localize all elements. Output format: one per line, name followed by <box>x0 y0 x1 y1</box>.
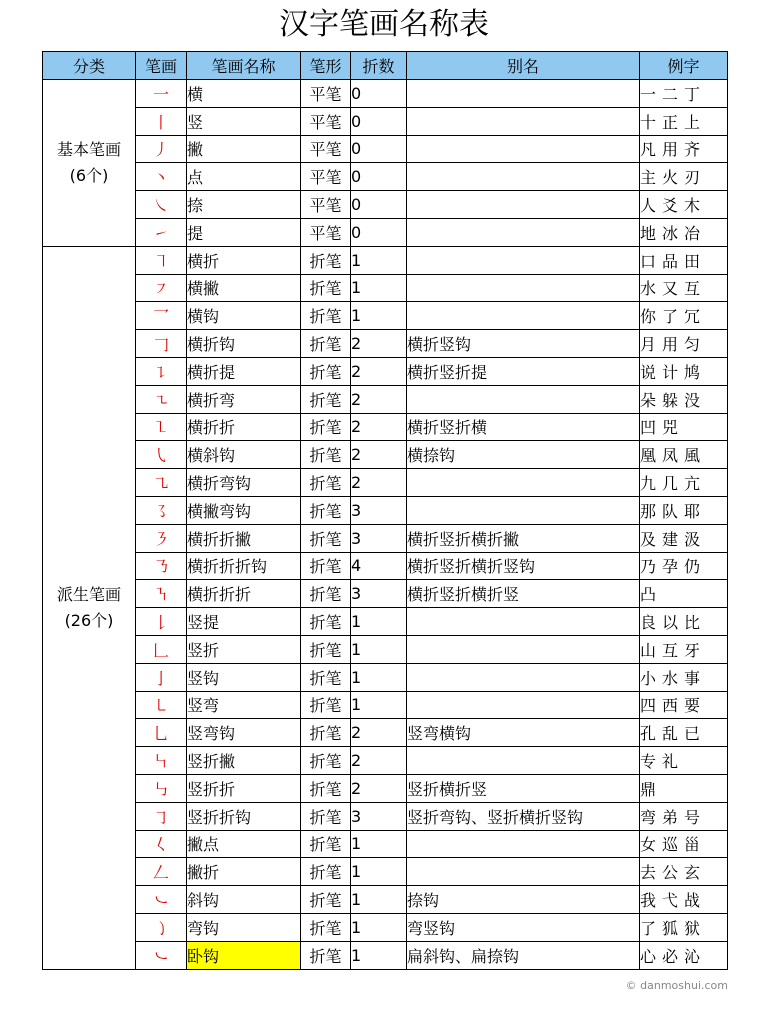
stroke-name: 捺 <box>187 191 301 219</box>
header-alias: 别名 <box>407 52 640 80</box>
example-chars: 一二丁 <box>640 80 728 108</box>
stroke-shape: 折笔 <box>301 496 351 524</box>
stroke-alias <box>407 663 640 691</box>
stroke-shape: 折笔 <box>301 580 351 608</box>
header-category: 分类 <box>43 52 136 80</box>
stroke-shape: 折笔 <box>301 524 351 552</box>
stroke-alias: 横折竖折横折竖钩 <box>407 552 640 580</box>
table-header-row <box>43 52 728 80</box>
stroke-glyph: ㇕ <box>136 246 187 274</box>
fold-count: 2 <box>351 413 407 441</box>
stroke-glyph: ㇀ <box>136 218 187 246</box>
stroke-glyph: ㇎ <box>136 580 187 608</box>
category-cell <box>43 246 136 969</box>
fold-count: 1 <box>351 274 407 302</box>
stroke-glyph: 𠃌 <box>136 330 187 358</box>
stroke-alias: 横折竖折横折竖 <box>407 580 640 608</box>
stroke-name: 竖折撇 <box>187 747 301 775</box>
stroke-alias <box>407 608 640 636</box>
stroke-glyph: ㇊ <box>136 357 187 385</box>
example-chars: 口品田 <box>640 246 728 274</box>
stroke-shape: 折笔 <box>301 719 351 747</box>
stroke-glyph: ㇈ <box>136 469 187 497</box>
example-chars: 你了冗 <box>640 302 728 330</box>
stroke-shape: 平笔 <box>301 80 351 108</box>
stroke-glyph: 𠃊 <box>136 635 187 663</box>
category-cell <box>43 80 136 247</box>
example-chars: 凡用齐 <box>640 135 728 163</box>
stroke-name: 竖折 <box>187 635 301 663</box>
table-row <box>43 441 728 469</box>
fold-count: 2 <box>351 385 407 413</box>
stroke-shape: 平笔 <box>301 163 351 191</box>
stroke-glyph: ㇌ <box>136 496 187 524</box>
fold-count: 1 <box>351 663 407 691</box>
stroke-glyph: ㇂ <box>136 441 187 469</box>
table-row <box>43 80 728 108</box>
example-chars: 乃孕仍 <box>640 552 728 580</box>
page-title: 汉字笔画名称表 <box>279 7 489 42</box>
table-row <box>43 163 728 191</box>
stroke-shape: 折笔 <box>301 302 351 330</box>
stroke-shape: 折笔 <box>301 941 351 969</box>
fold-count: 2 <box>351 774 407 802</box>
stroke-name: 横折弯钩 <box>187 469 301 497</box>
example-chars: 凰凤風 <box>640 441 728 469</box>
table-row <box>43 385 728 413</box>
table-body <box>43 80 728 970</box>
category-name: 派生笔画 <box>56 584 121 604</box>
stroke-shape: 折笔 <box>301 274 351 302</box>
stroke-glyph: 乛 <box>136 302 187 330</box>
fold-count: 2 <box>351 469 407 497</box>
stroke-glyph: ㇞ <box>136 747 187 775</box>
stroke-alias <box>407 691 640 719</box>
stroke-name: 横折 <box>187 246 301 274</box>
fold-count: 0 <box>351 80 407 108</box>
example-chars: 了狐狱 <box>640 913 728 941</box>
stroke-name: 撇折 <box>187 858 301 886</box>
example-chars: 山互牙 <box>640 635 728 663</box>
stroke-alias: 横折竖钩 <box>407 330 640 358</box>
header-stroke: 笔画 <box>136 52 187 80</box>
stroke-alias: 横捺钩 <box>407 441 640 469</box>
stroke-name: 横斜钩 <box>187 441 301 469</box>
stroke-glyph: 一 <box>136 80 187 108</box>
table-row <box>43 830 728 858</box>
stroke-name: 弯钩 <box>187 913 301 941</box>
stroke-alias: 扁斜钩、扁捺钩 <box>407 941 640 969</box>
fold-count: 1 <box>351 830 407 858</box>
fold-count: 0 <box>351 218 407 246</box>
stroke-alias: 弯竖钩 <box>407 913 640 941</box>
example-chars: 小水事 <box>640 663 728 691</box>
stroke-name: 点 <box>187 163 301 191</box>
fold-count: 1 <box>351 858 407 886</box>
stroke-names-table <box>42 51 728 970</box>
fold-count: 4 <box>351 552 407 580</box>
stroke-shape: 折笔 <box>301 691 351 719</box>
table-row <box>43 719 728 747</box>
example-chars: 凸 <box>640 580 728 608</box>
table-row <box>43 608 728 636</box>
table-row <box>43 469 728 497</box>
stroke-glyph: ㇍ <box>136 385 187 413</box>
fold-count: 1 <box>351 913 407 941</box>
header-stroke-name: 笔画名称 <box>187 52 301 80</box>
example-chars: 及建汲 <box>640 524 728 552</box>
stroke-glyph: ㇡ <box>136 552 187 580</box>
stroke-alias: 横折竖折提 <box>407 357 640 385</box>
table-row <box>43 218 728 246</box>
table-row <box>43 191 728 219</box>
stroke-name: 撇 <box>187 135 301 163</box>
fold-count: 2 <box>351 330 407 358</box>
stroke-name: 竖折折钩 <box>187 802 301 830</box>
table-row <box>43 635 728 663</box>
stroke-alias <box>407 385 640 413</box>
stroke-glyph: ㇄ <box>136 691 187 719</box>
table-row <box>43 913 728 941</box>
example-chars: 专礼 <box>640 747 728 775</box>
table-row <box>43 274 728 302</box>
stroke-alias <box>407 246 640 274</box>
stroke-shape: 折笔 <box>301 802 351 830</box>
stroke-alias <box>407 830 640 858</box>
fold-count: 1 <box>351 691 407 719</box>
stroke-alias <box>407 747 640 775</box>
stroke-alias <box>407 496 640 524</box>
stroke-name: 竖提 <box>187 608 301 636</box>
example-chars: 鼎 <box>640 774 728 802</box>
table-row <box>43 774 728 802</box>
table-row <box>43 330 728 358</box>
stroke-shape: 折笔 <box>301 608 351 636</box>
example-chars: 心必沁 <box>640 941 728 969</box>
stroke-shape: 折笔 <box>301 858 351 886</box>
fold-count: 3 <box>351 580 407 608</box>
example-chars: 良以比 <box>640 608 728 636</box>
fold-count: 0 <box>351 191 407 219</box>
example-chars: 水又互 <box>640 274 728 302</box>
table-row <box>43 135 728 163</box>
example-chars: 女巡甾 <box>640 830 728 858</box>
stroke-glyph: 𠄌 <box>136 608 187 636</box>
header-example-chars: 例字 <box>640 52 728 80</box>
stroke-name: 竖 <box>187 107 301 135</box>
table-row <box>43 107 728 135</box>
stroke-name: 横折弯 <box>187 385 301 413</box>
stroke-alias: 横折竖折横 <box>407 413 640 441</box>
stroke-shape: 折笔 <box>301 886 351 914</box>
fold-count: 1 <box>351 941 407 969</box>
table-row <box>43 302 728 330</box>
stroke-name: 横撇弯钩 <box>187 496 301 524</box>
table-row <box>43 246 728 274</box>
stroke-shape: 平笔 <box>301 107 351 135</box>
stroke-name: 竖折折 <box>187 774 301 802</box>
fold-count: 3 <box>351 524 407 552</box>
header-stroke-shape: 笔形 <box>301 52 351 80</box>
example-chars: 朵躲没 <box>640 385 728 413</box>
stroke-alias <box>407 191 640 219</box>
stroke-name: 斜钩 <box>187 886 301 914</box>
fold-count: 2 <box>351 441 407 469</box>
stroke-name: 横折折折 <box>187 580 301 608</box>
stroke-glyph: 𠃋 <box>136 858 187 886</box>
stroke-glyph: ㇆ <box>136 802 187 830</box>
table-row <box>43 802 728 830</box>
stroke-alias: 竖弯横钩 <box>407 719 640 747</box>
fold-count: 0 <box>351 163 407 191</box>
stroke-glyph: 亅 <box>136 663 187 691</box>
stroke-alias <box>407 218 640 246</box>
example-chars: 我弋战 <box>640 886 728 914</box>
fold-count: 1 <box>351 302 407 330</box>
example-chars: 十正上 <box>640 107 728 135</box>
stroke-glyph: ㇉ <box>136 774 187 802</box>
stroke-name: 卧钩 <box>187 941 301 969</box>
example-chars: 九几亢 <box>640 469 728 497</box>
stroke-alias <box>407 469 640 497</box>
stroke-name: 横钩 <box>187 302 301 330</box>
stroke-glyph: 乚 <box>136 719 187 747</box>
table-row <box>43 941 728 969</box>
stroke-glyph: ㇇ <box>136 274 187 302</box>
example-chars: 主火刃 <box>640 163 728 191</box>
fold-count: 1 <box>351 886 407 914</box>
stroke-shape: 折笔 <box>301 774 351 802</box>
stroke-name: 提 <box>187 218 301 246</box>
stroke-alias: 横折竖折横折撇 <box>407 524 640 552</box>
stroke-name: 横 <box>187 80 301 108</box>
stroke-alias <box>407 80 640 108</box>
stroke-shape: 折笔 <box>301 385 351 413</box>
fold-count: 2 <box>351 747 407 775</box>
fold-count: 0 <box>351 107 407 135</box>
category-count: (6个) <box>69 165 109 185</box>
example-chars: 凹兕 <box>640 413 728 441</box>
stroke-alias <box>407 163 640 191</box>
example-chars: 人爻木 <box>640 191 728 219</box>
stroke-shape: 折笔 <box>301 830 351 858</box>
example-chars: 那队耶 <box>640 496 728 524</box>
stroke-name: 横折钩 <box>187 330 301 358</box>
fold-count: 0 <box>351 135 407 163</box>
stroke-alias <box>407 635 640 663</box>
stroke-alias <box>407 274 640 302</box>
category-name: 基本笔画 <box>56 139 121 159</box>
stroke-alias: 竖折横折竖 <box>407 774 640 802</box>
table-row <box>43 357 728 385</box>
table-row <box>43 524 728 552</box>
example-chars: 弯弟号 <box>640 802 728 830</box>
stroke-name: 竖钩 <box>187 663 301 691</box>
fold-count: 2 <box>351 719 407 747</box>
stroke-alias <box>407 858 640 886</box>
stroke-glyph: ㇋ <box>136 524 187 552</box>
stroke-shape: 折笔 <box>301 747 351 775</box>
example-chars: 去公玄 <box>640 858 728 886</box>
stroke-shape: 折笔 <box>301 330 351 358</box>
stroke-shape: 折笔 <box>301 246 351 274</box>
stroke-shape: 折笔 <box>301 663 351 691</box>
stroke-shape: 折笔 <box>301 413 351 441</box>
example-chars: 说计鸠 <box>640 357 728 385</box>
fold-count: 2 <box>351 357 407 385</box>
stroke-glyph: 丿 <box>136 135 187 163</box>
example-chars: 月用匀 <box>640 330 728 358</box>
stroke-name: 竖弯 <box>187 691 301 719</box>
stroke-shape: 折笔 <box>301 357 351 385</box>
table-row <box>43 413 728 441</box>
table-row <box>43 663 728 691</box>
stroke-glyph: 𡿨 <box>136 830 187 858</box>
stroke-glyph: ㇏ <box>136 191 187 219</box>
example-chars: 孔乱已 <box>640 719 728 747</box>
table-row <box>43 580 728 608</box>
table-row <box>43 552 728 580</box>
stroke-alias: 竖折弯钩、竖折横折竖钩 <box>407 802 640 830</box>
example-chars: 地冰冶 <box>640 218 728 246</box>
table-row <box>43 691 728 719</box>
stroke-shape: 折笔 <box>301 441 351 469</box>
stroke-glyph: ㇃ <box>136 886 187 914</box>
table-row <box>43 858 728 886</box>
stroke-alias <box>407 107 640 135</box>
table-row <box>43 886 728 914</box>
stroke-shape: 折笔 <box>301 913 351 941</box>
stroke-alias: 捺钩 <box>407 886 640 914</box>
stroke-name: 横撇 <box>187 274 301 302</box>
fold-count: 1 <box>351 608 407 636</box>
stroke-shape: 折笔 <box>301 635 351 663</box>
fold-count: 3 <box>351 802 407 830</box>
stroke-shape: 平笔 <box>301 191 351 219</box>
stroke-name: 横折折折钩 <box>187 552 301 580</box>
stroke-name: 竖弯钩 <box>187 719 301 747</box>
stroke-shape: 折笔 <box>301 469 351 497</box>
stroke-glyph: 丶 <box>136 163 187 191</box>
header-fold-count: 折数 <box>351 52 407 80</box>
stroke-name: 横折折 <box>187 413 301 441</box>
stroke-name: 横折提 <box>187 357 301 385</box>
table-row <box>43 747 728 775</box>
fold-count: 1 <box>351 635 407 663</box>
stroke-glyph: ㇁ <box>136 913 187 941</box>
stroke-name: 横折折撇 <box>187 524 301 552</box>
example-chars: 四西要 <box>640 691 728 719</box>
table-row <box>43 496 728 524</box>
fold-count: 3 <box>351 496 407 524</box>
stroke-glyph: ㇅ <box>136 413 187 441</box>
source-credit: © danmoshui.com <box>625 979 728 992</box>
stroke-shape: 平笔 <box>301 135 351 163</box>
category-count: (26个) <box>64 610 114 630</box>
stroke-alias <box>407 302 640 330</box>
stroke-glyph: ㇃ <box>136 941 187 969</box>
fold-count: 1 <box>351 246 407 274</box>
stroke-glyph: 丨 <box>136 107 187 135</box>
stroke-shape: 折笔 <box>301 552 351 580</box>
stroke-name: 撇点 <box>187 830 301 858</box>
stroke-alias <box>407 135 640 163</box>
stroke-shape: 平笔 <box>301 218 351 246</box>
